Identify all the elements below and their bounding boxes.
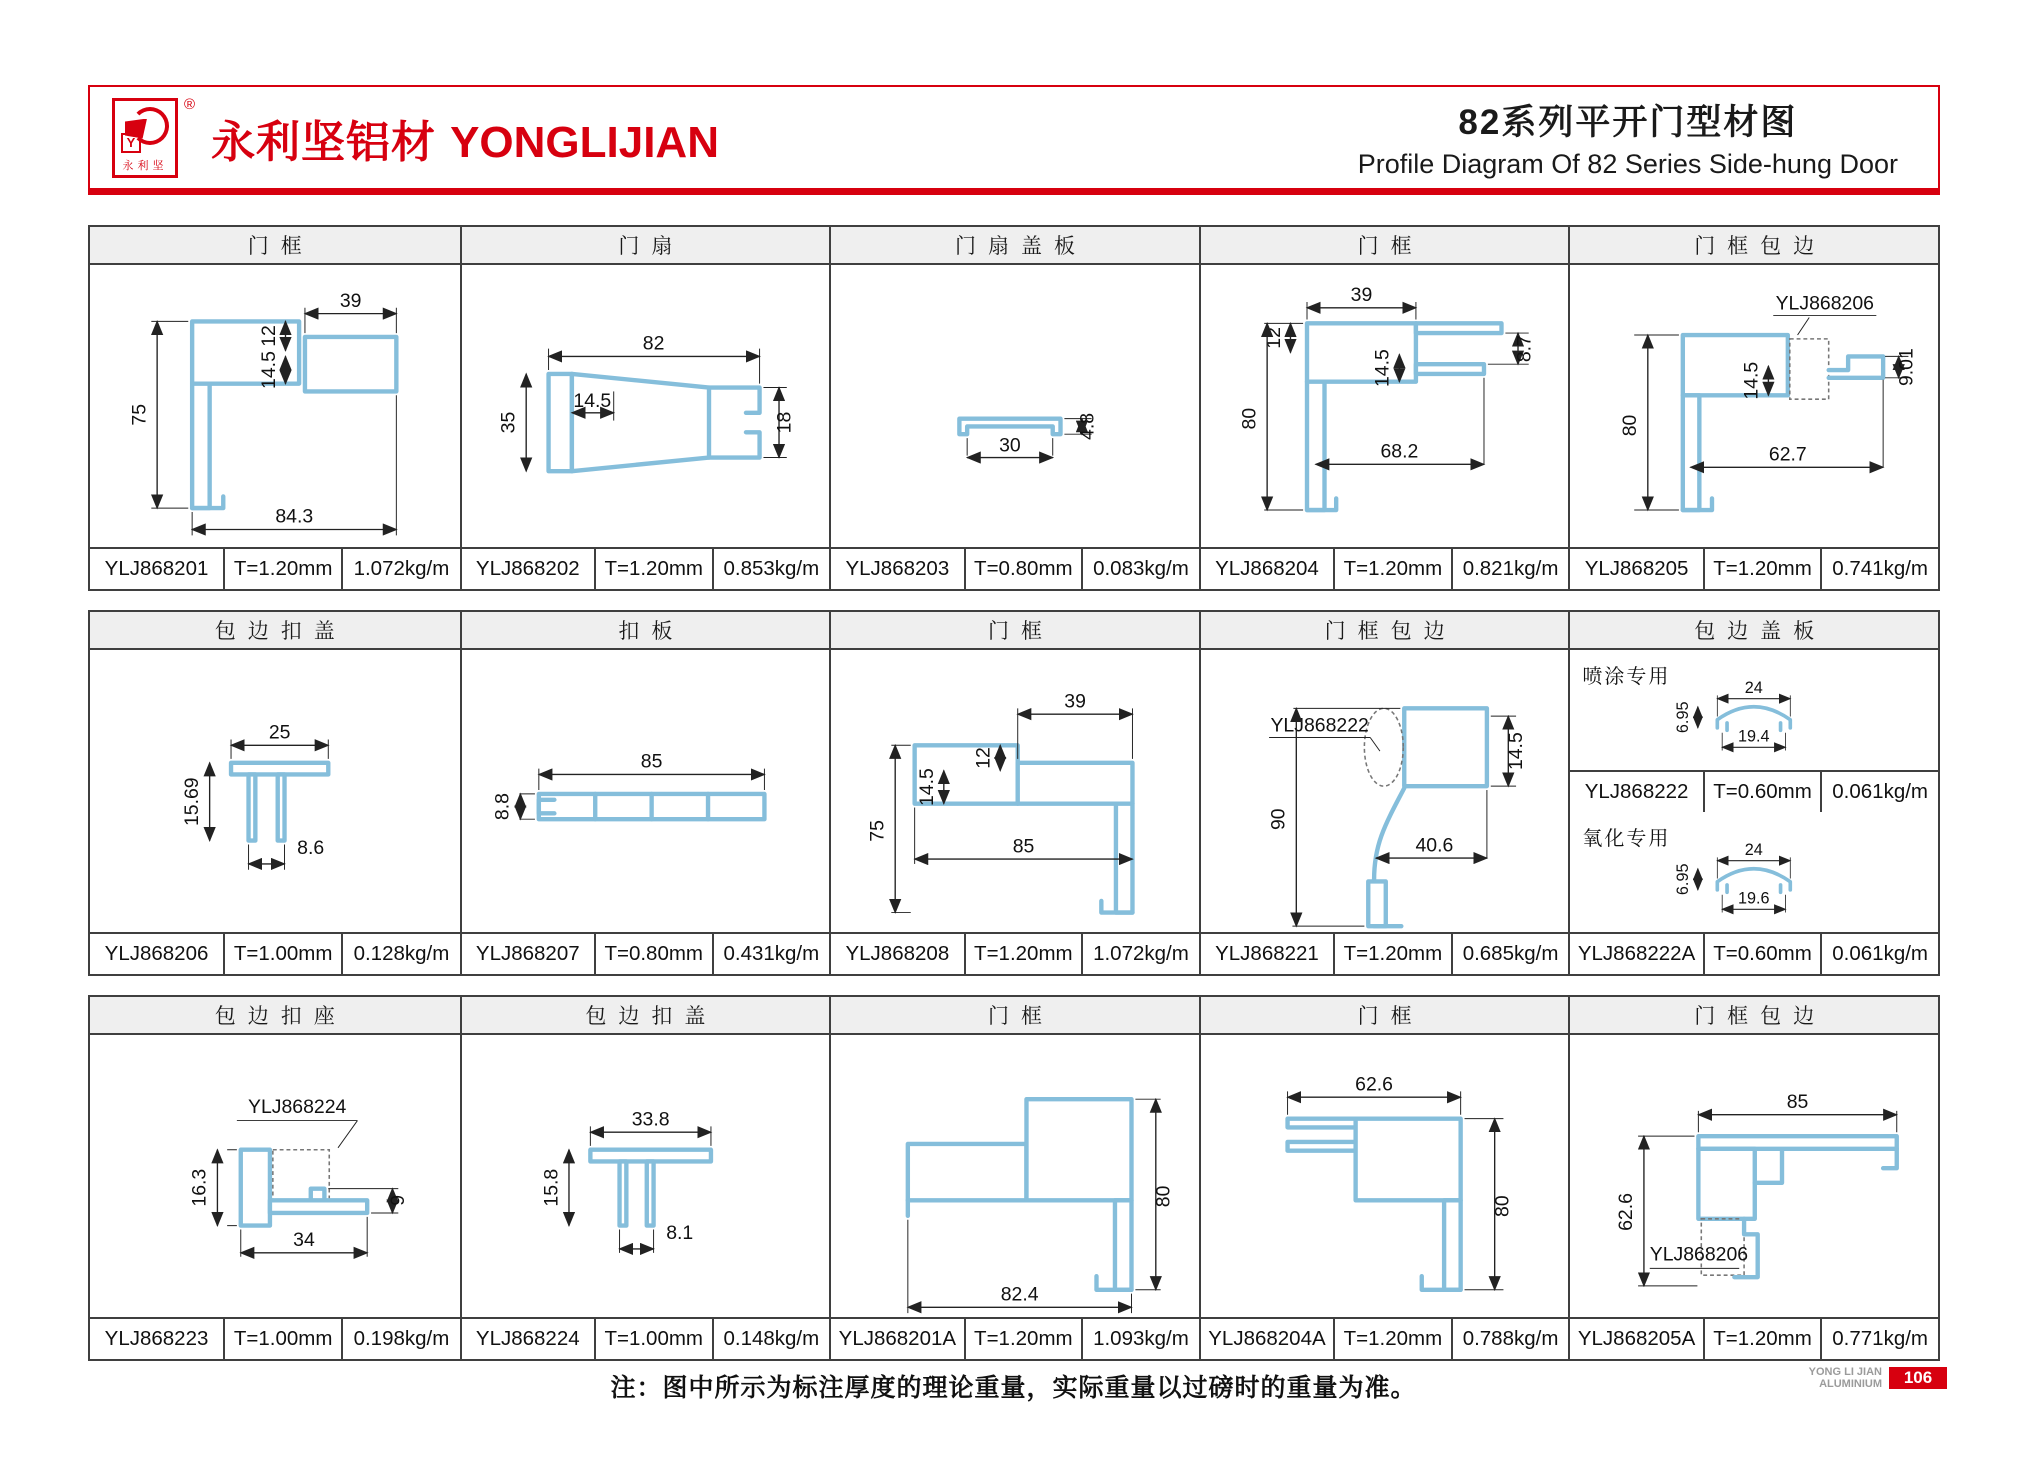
drawing-area [1570, 265, 1938, 547]
dim-label: 75 [866, 820, 889, 842]
brand-name-cn: 永利坚铝材 [211, 117, 437, 167]
callout-label: YLJ868206 [1776, 292, 1875, 315]
profile-cell-ylj868202 [460, 227, 830, 589]
profile-drawing-r1c1 [90, 265, 460, 547]
model-code: YLJ868202 [475, 557, 580, 580]
dim-label: 14.5 [257, 351, 280, 389]
profile-cell-ylj868221 [1199, 612, 1569, 974]
dim-label: 14.5 [572, 389, 611, 412]
profile-drawing-r2c1 [90, 650, 460, 932]
drawing-area [1201, 1035, 1569, 1317]
profile-cell-ylj868205 [1568, 227, 1938, 589]
dim-label: 40.6 [1415, 834, 1454, 857]
spec-row [1570, 547, 1938, 589]
profile-cell-ylj868203 [829, 227, 1199, 589]
drawing-area [462, 1035, 830, 1317]
page-title-block [1358, 95, 1924, 180]
weight: 0.771kg/m [1820, 1319, 1938, 1359]
profile-cell-ylj868204a [1199, 997, 1569, 1359]
dim-label: 75 [128, 403, 151, 426]
weight: 0.853kg/m [712, 549, 830, 589]
dim-label: 12 [1262, 327, 1285, 349]
footer-brand-line2: ALUMINIUM [1819, 1378, 1882, 1390]
profile-shape [1287, 1119, 1460, 1290]
profile-cell-ylj868205a [1568, 997, 1938, 1359]
dim-label: 85 [640, 750, 663, 773]
footnote: 注：图中所示为标注厚度的理论重量，实际重量以过磅时的重量为准。 [610, 1374, 1417, 1402]
dim-label: 85 [1787, 1090, 1809, 1113]
profile-row-1 [88, 225, 1940, 591]
callout [1269, 715, 1380, 751]
dim-label: 85 [1012, 835, 1035, 858]
spec-row [462, 547, 830, 589]
weight: 0.128kg/m [341, 934, 459, 974]
profile-row-3 [88, 995, 1940, 1361]
model-code: YLJ868207 [475, 942, 580, 965]
page-header [88, 85, 1940, 188]
callout-label: YLJ868222 [1270, 714, 1369, 737]
registered-mark: ® [184, 95, 196, 113]
dim-label: 6.95 [1674, 701, 1693, 734]
sub-section-label: 喷涂专用 [1582, 666, 1671, 688]
drawing-area [462, 650, 830, 932]
model-code: YLJ868204 [1215, 557, 1319, 580]
thickness: T=1.20mm [1333, 1319, 1451, 1359]
cell-title: 包边扣盖 [90, 612, 460, 650]
model-code: YLJ868208 [845, 942, 950, 965]
dim-label: 8.1 [665, 1222, 693, 1245]
spec-row [1201, 1317, 1569, 1359]
profile-drawing-r1c5 [1570, 265, 1938, 547]
callout [237, 1096, 358, 1148]
dim-label: 80 [1491, 1195, 1514, 1217]
profile-drawing-r3c5 [1570, 1035, 1938, 1317]
dimensions [128, 290, 396, 536]
thickness: T=1.20mm [1333, 934, 1451, 974]
brand-name [211, 106, 719, 170]
cell-title: 门框 [1201, 227, 1569, 265]
brand-logo [112, 98, 178, 178]
weight: 0.431kg/m [712, 934, 830, 974]
model-code: YLJ868201A [838, 1327, 957, 1350]
dim-label: 8.6 [297, 837, 325, 860]
weight: 0.821kg/m [1451, 549, 1569, 589]
model-code: YLJ868223 [104, 1327, 209, 1350]
profile-shape [192, 321, 396, 508]
brand-block [112, 95, 719, 178]
profile-cell-ylj868206 [90, 612, 460, 974]
spec-row [462, 1317, 830, 1359]
sub-section-anodize [1570, 812, 1938, 932]
cell-title: 门框 [90, 227, 460, 265]
spec-row [90, 932, 460, 974]
cell-title: 门扇盖板 [831, 227, 1199, 265]
profile-cell-ylj868224 [460, 997, 830, 1359]
model-code: YLJ868205 [1584, 557, 1689, 580]
profile-cell-ylj868222 [1568, 612, 1938, 974]
dim-label: 80 [1619, 414, 1642, 437]
model-code: YLJ868201 [104, 557, 209, 580]
spec-row [1201, 547, 1569, 589]
thickness: T=1.00mm [223, 1319, 341, 1359]
spec-row [1201, 932, 1569, 974]
footer-brand-line1: YONG LI JIAN [1808, 1366, 1882, 1378]
profile-shape [960, 419, 1061, 435]
model-code: YLJ868204A [1208, 1327, 1326, 1350]
profile-shape [590, 1150, 711, 1226]
spec-row [90, 547, 460, 589]
dim-label: 80 [1152, 1185, 1175, 1208]
profile-shape [241, 1150, 367, 1226]
profile-cell-ylj868201 [90, 227, 460, 589]
spec-row [1570, 932, 1938, 974]
dim-label: 62.7 [1769, 443, 1808, 466]
dim-label: 34 [293, 1229, 315, 1252]
weight: 0.198kg/m [341, 1319, 459, 1359]
cell-title: 包边扣座 [90, 997, 460, 1035]
profile-drawing-r2c2 [462, 650, 830, 932]
dim-label: 25 [268, 721, 291, 744]
thickness: T=0.80mm [594, 934, 712, 974]
profile-shape [1364, 708, 1487, 926]
logo-letter: Y [121, 133, 141, 153]
profile-shape [1307, 323, 1501, 510]
weight: 1.072kg/m [1081, 934, 1199, 974]
cell-title: 门框 [831, 997, 1199, 1035]
drawing-area [831, 265, 1199, 547]
profile-drawing-r3c4 [1201, 1035, 1569, 1317]
profile-drawing-r3c1 [90, 1035, 460, 1317]
dim-label: 39 [1064, 690, 1087, 713]
cell-title: 门框包边 [1570, 227, 1938, 265]
spec-row [831, 547, 1199, 589]
drawing-area [1570, 1035, 1938, 1317]
drawing-area [90, 1035, 460, 1317]
spec-row [831, 932, 1199, 974]
drawing-area [90, 265, 460, 547]
model-code: YLJ868222 [1584, 780, 1689, 803]
dim-label: 14.5 [1504, 732, 1527, 771]
profile-shape [231, 763, 328, 841]
page-number-badge: 106 [1889, 1367, 1947, 1389]
dim-label: 82.4 [1000, 1283, 1039, 1306]
drawing-area [462, 265, 830, 547]
dim-label: 24 [1745, 678, 1764, 697]
dim-label: 16.3 [188, 1168, 211, 1207]
profile-shape [1683, 335, 1883, 510]
cell-title: 扣板 [462, 612, 830, 650]
logo-subtext: 永利坚 [122, 159, 168, 172]
cell-title: 门框 [1201, 997, 1569, 1035]
thickness: T=1.00mm [594, 1319, 712, 1359]
header-red-rule [88, 188, 1940, 195]
dim-label: 62.6 [1354, 1073, 1393, 1096]
dim-label: 62.6 [1615, 1193, 1638, 1231]
weight: 0.148kg/m [712, 1319, 830, 1359]
callout [1774, 293, 1877, 335]
dimensions [1238, 284, 1535, 510]
profile-drawing-r1c4 [1201, 265, 1569, 547]
spec-row [1570, 1317, 1938, 1359]
dim-label: 35 [497, 411, 520, 434]
thickness: T=1.20mm [223, 549, 341, 589]
model-code: YLJ868224 [475, 1327, 580, 1350]
model-code: YLJ868206 [104, 942, 209, 965]
drawing-area [90, 650, 460, 932]
thickness: T=0.60mm [1703, 772, 1821, 812]
profile-shape [538, 794, 764, 819]
dimensions [1675, 841, 1791, 913]
profile-shape [1718, 707, 1791, 731]
dim-label: 14.5 [916, 768, 939, 807]
thickness: T=1.20mm [1703, 1319, 1821, 1359]
profile-shape [908, 1099, 1132, 1290]
dim-label: 9 [387, 1194, 410, 1206]
drawing-area [831, 1035, 1199, 1317]
thickness: T=0.80mm [964, 549, 1082, 589]
cell-title: 包边扣盖 [462, 997, 830, 1035]
thickness: T=1.00mm [223, 934, 341, 974]
callout-label: YLJ868206 [1650, 1243, 1749, 1266]
dim-label: 8.7 [1513, 335, 1536, 363]
footer-brand-text [1809, 1366, 1882, 1390]
dim-label: 24 [1745, 840, 1764, 859]
dim-label: 14.5 [1741, 361, 1764, 400]
profile-shape [915, 745, 1133, 912]
dim-label: 18 [773, 411, 796, 434]
weight: 0.685kg/m [1451, 934, 1569, 974]
cell-title: 门框 [831, 612, 1199, 650]
drawing-area [831, 650, 1199, 932]
dim-label: 6.95 [1674, 863, 1693, 896]
weight: 0.061kg/m [1820, 772, 1938, 812]
profile-drawing-r3c3 [831, 1035, 1199, 1317]
dim-label: 12 [972, 747, 995, 769]
spec-row [831, 1317, 1199, 1359]
profile-cell-ylj868204 [1199, 227, 1569, 589]
dim-label: 15.69 [180, 777, 203, 827]
dim-label: 30 [999, 434, 1021, 457]
thickness: T=1.20mm [964, 1319, 1082, 1359]
callout-label: YLJ868224 [247, 1095, 347, 1118]
profile-shape [548, 374, 759, 471]
dim-label: 8.8 [491, 793, 514, 821]
thickness: T=1.20mm [964, 934, 1082, 974]
dim-label: 9.01 [1895, 348, 1918, 387]
weight: 0.061kg/m [1820, 934, 1938, 974]
thickness: T=1.20mm [1703, 549, 1821, 589]
weight: 1.093kg/m [1081, 1319, 1199, 1359]
profile-shape [1718, 869, 1791, 893]
thickness: T=0.60mm [1703, 934, 1821, 974]
spec-row [462, 932, 830, 974]
dim-label: 15.8 [539, 1168, 562, 1207]
dim-label: 68.2 [1380, 440, 1419, 463]
profile-cell-ylj868223 [90, 997, 460, 1359]
cell-title: 包边盖板 [1570, 612, 1938, 650]
model-code: YLJ868205A [1577, 1327, 1696, 1350]
weight: 0.788kg/m [1451, 1319, 1569, 1359]
dim-label: 33.8 [631, 1108, 670, 1131]
weight: 0.083kg/m [1081, 549, 1199, 589]
model-code: YLJ868203 [845, 557, 950, 580]
thickness: T=1.20mm [1333, 549, 1451, 589]
spec-row [1570, 770, 1938, 812]
drawing-area [1201, 650, 1569, 932]
weight: 0.741kg/m [1820, 549, 1938, 589]
page-title-en: Profile Diagram Of 82 Series Side-hung Door [1357, 149, 1898, 179]
profile-row-2 [88, 610, 1940, 976]
dim-label: 84.3 [275, 505, 314, 528]
profile-cell-ylj868201a [829, 997, 1199, 1359]
profile-grid [88, 225, 1940, 1380]
weight: 1.072kg/m [341, 549, 459, 589]
thickness: T=1.20mm [594, 549, 712, 589]
sub-section-spray [1570, 650, 1938, 770]
profile-drawing-r2c3 [831, 650, 1199, 932]
model-code: YLJ868222A [1577, 942, 1696, 965]
cell-title: 门框包边 [1570, 997, 1938, 1035]
dim-label: 82 [642, 332, 664, 355]
profile-drawing-r1c2 [462, 265, 830, 547]
dim-label: 80 [1238, 407, 1261, 430]
profile-cell-ylj868208 [829, 612, 1199, 974]
drawing-area [1201, 265, 1569, 547]
profile-cell-ylj868207 [460, 612, 830, 974]
dim-label: 12 [257, 325, 280, 347]
cell-title: 门框包边 [1201, 612, 1569, 650]
cell-title: 门扇 [462, 227, 830, 265]
dim-label: 19.6 [1738, 889, 1770, 908]
dim-label: 14.5 [1371, 349, 1394, 387]
page-title-cn: 82系列平开门型材图 [1458, 103, 1798, 142]
profile-drawing-r3c2 [462, 1035, 830, 1317]
model-code: YLJ868221 [1215, 942, 1319, 965]
brand-name-en: YONGLIJIAN [450, 117, 719, 167]
callout [1650, 1244, 1748, 1269]
dim-label: 4.8 [1076, 412, 1099, 440]
dimensions [1675, 679, 1791, 751]
spec-row [90, 1317, 460, 1359]
dim-label: 39 [339, 289, 362, 312]
dim-label: 90 [1267, 808, 1290, 831]
page-footer-brand [1809, 1366, 1947, 1390]
sub-section-label: 氧化专用 [1582, 828, 1671, 850]
profile-drawing-r1c3 [831, 265, 1199, 547]
profile-drawing-r2c4 [1201, 650, 1569, 932]
dim-label: 39 [1350, 283, 1373, 306]
dim-label: 19.4 [1738, 727, 1770, 746]
